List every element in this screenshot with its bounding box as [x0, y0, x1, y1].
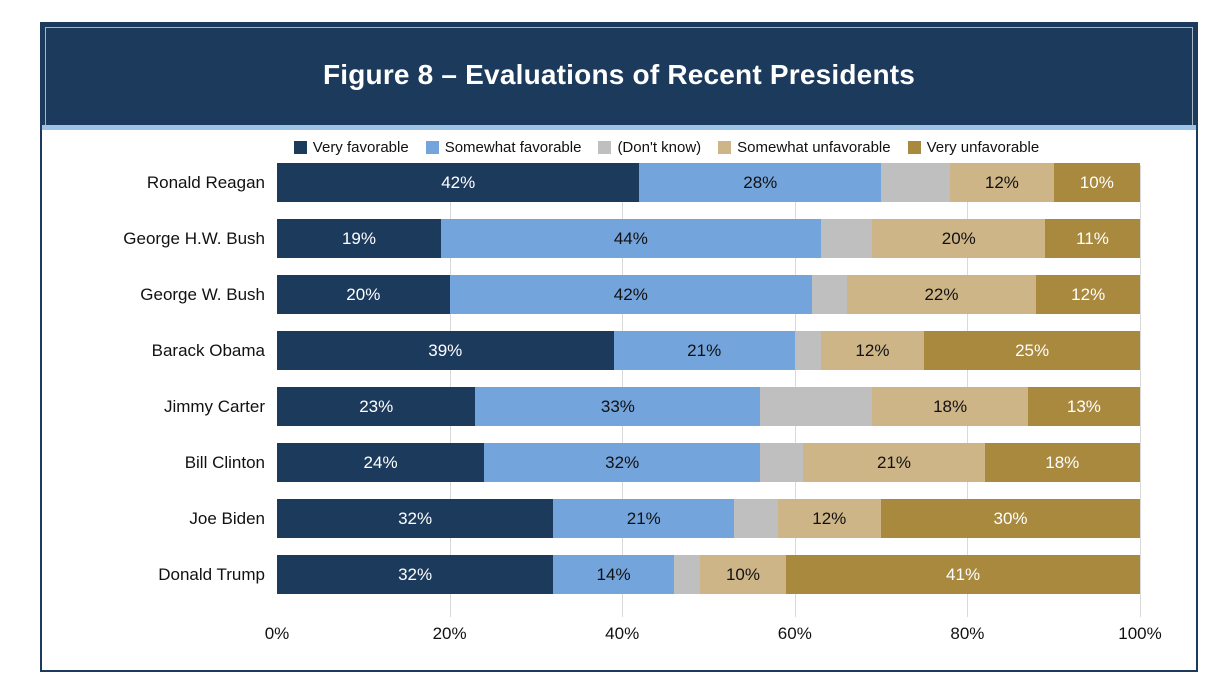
bar-segment-don-t-know [760, 443, 803, 482]
legend-item-don-t-know [598, 139, 701, 156]
bar-segment-somewhat-unfavorable [950, 163, 1054, 202]
bar-track [277, 219, 1140, 258]
bar-segment-very-unfavorable [881, 499, 1140, 538]
legend-label: Very unfavorable [926, 139, 1040, 156]
bar-segment-somewhat-favorable [475, 387, 760, 426]
bar-segment-very-unfavorable [786, 555, 1140, 594]
bar-segment-somewhat-unfavorable [872, 387, 1027, 426]
bar-segment-very-unfavorable [1028, 387, 1140, 426]
segment-value-label: 32% [398, 564, 433, 584]
segment-value-label: 14% [596, 564, 631, 584]
category-label: Bill Clinton [184, 452, 265, 472]
bar-segment-somewhat-unfavorable [778, 499, 882, 538]
segment-value-label: 41% [946, 564, 981, 584]
x-axis-tick-label: 80% [950, 624, 985, 643]
segment-value-label: 21% [626, 508, 661, 528]
bar-segment-somewhat-favorable [484, 443, 760, 482]
figure-header [42, 24, 1196, 125]
bar-segment-very-unfavorable [985, 443, 1140, 482]
bar-segment-somewhat-unfavorable [803, 443, 984, 482]
bar-segment-don-t-know [760, 387, 872, 426]
bar-segment-very-favorable [277, 331, 614, 370]
bar-track [277, 163, 1140, 202]
bar-segment-very-favorable [277, 555, 553, 594]
legend-swatch-very-unfavorable [908, 141, 921, 154]
segment-value-label: 39% [428, 340, 463, 360]
bar-segment-somewhat-favorable [441, 219, 821, 258]
bar-segment-somewhat-favorable [614, 331, 795, 370]
bar-row [42, 331, 1196, 370]
bar-segment-somewhat-unfavorable [847, 275, 1037, 314]
bar-row [42, 219, 1196, 258]
legend-swatch-somewhat-favorable [426, 141, 439, 154]
x-axis-tick-label: 60% [777, 624, 812, 643]
bar-row [42, 443, 1196, 482]
legend-swatch-somewhat-unfavorable [718, 141, 731, 154]
segment-value-label: 10% [1079, 172, 1114, 192]
bar-segment-don-t-know [812, 275, 847, 314]
x-axis-tick-label: 20% [432, 624, 467, 643]
legend-swatch-don-t-know [598, 141, 611, 154]
x-axis-tick-label: 0% [264, 624, 290, 643]
bar-row [42, 163, 1196, 202]
segment-value-label: 18% [933, 396, 968, 416]
bar-segment-somewhat-favorable [553, 555, 674, 594]
category-label: Barack Obama [151, 340, 265, 360]
category-label: Donald Trump [158, 564, 265, 584]
bar-track [277, 387, 1140, 426]
segment-value-label: 12% [855, 340, 890, 360]
bar-segment-somewhat-unfavorable [821, 331, 925, 370]
bar-segment-don-t-know [881, 163, 950, 202]
segment-value-label: 22% [924, 284, 959, 304]
category-label: Jimmy Carter [163, 396, 265, 416]
bar-track [277, 555, 1140, 594]
bar-rows [42, 163, 1196, 594]
segment-value-label: 33% [600, 396, 635, 416]
figure-panel [40, 22, 1198, 672]
legend-item-very-favorable [294, 139, 409, 156]
bar-track [277, 499, 1140, 538]
legend-label: Somewhat favorable [444, 139, 582, 156]
legend-label: Somewhat unfavorable [737, 139, 891, 156]
segment-value-label: 25% [1015, 340, 1050, 360]
bar-segment-don-t-know [674, 555, 700, 594]
segment-value-label: 21% [877, 452, 912, 472]
segment-value-label: 10% [725, 564, 760, 584]
bar-segment-very-favorable [277, 219, 441, 258]
bar-row [42, 387, 1196, 426]
bar-segment-don-t-know [821, 219, 873, 258]
segment-value-label: 13% [1066, 396, 1101, 416]
bar-segment-somewhat-favorable [639, 163, 881, 202]
bar-segment-very-favorable [277, 275, 450, 314]
chart-area [42, 163, 1196, 646]
segment-value-label: 44% [613, 228, 648, 248]
bar-track [277, 275, 1140, 314]
segment-value-label: 18% [1045, 452, 1080, 472]
segment-value-label: 12% [984, 172, 1019, 192]
category-label: Joe Biden [189, 508, 265, 528]
segment-value-label: 42% [441, 172, 476, 192]
segment-value-label: 23% [359, 396, 394, 416]
bar-segment-very-unfavorable [1045, 219, 1140, 258]
category-label: Ronald Reagan [146, 172, 265, 192]
bar-segment-somewhat-favorable [553, 499, 734, 538]
bar-track [277, 331, 1140, 370]
bar-segment-very-favorable [277, 499, 553, 538]
bar-segment-somewhat-unfavorable [700, 555, 786, 594]
bar-segment-very-favorable [277, 443, 484, 482]
bar-track [277, 443, 1140, 482]
segment-value-label: 19% [341, 228, 376, 248]
legend-swatch-very-favorable [294, 141, 307, 154]
legend-item-somewhat-favorable [426, 139, 582, 156]
legend-item-very-unfavorable [908, 139, 1040, 156]
segment-value-label: 30% [993, 508, 1028, 528]
segment-value-label: 12% [1071, 284, 1106, 304]
legend-label: Very favorable [312, 139, 409, 156]
category-label: George W. Bush [140, 284, 265, 304]
bar-segment-very-unfavorable [924, 331, 1140, 370]
bar-segment-somewhat-favorable [450, 275, 812, 314]
segment-value-label: 24% [363, 452, 398, 472]
bar-segment-very-favorable [277, 387, 475, 426]
bar-segment-don-t-know [795, 331, 821, 370]
segment-value-label: 12% [812, 508, 847, 528]
bar-segment-don-t-know [734, 499, 777, 538]
legend-label: (Don't know) [617, 139, 702, 156]
segment-value-label: 20% [346, 284, 381, 304]
segment-value-label: 21% [687, 340, 722, 360]
segment-value-label: 20% [941, 228, 976, 248]
category-label: George H.W. Bush [123, 228, 265, 248]
segment-value-label: 11% [1076, 228, 1109, 248]
segment-value-label: 42% [613, 284, 648, 304]
bar-row [42, 555, 1196, 594]
bar-row [42, 499, 1196, 538]
bar-row [42, 275, 1196, 314]
bar-segment-very-unfavorable [1054, 163, 1140, 202]
segment-value-label: 32% [398, 508, 433, 528]
segment-value-label: 32% [605, 452, 640, 472]
x-axis-tick-label: 100% [1118, 624, 1162, 643]
x-axis-tick-label: 40% [605, 624, 640, 643]
bar-segment-very-favorable [277, 163, 639, 202]
x-axis [264, 624, 1162, 646]
bar-segment-very-unfavorable [1036, 275, 1140, 314]
bar-segment-somewhat-unfavorable [872, 219, 1045, 258]
legend-item-somewhat-unfavorable [718, 139, 890, 156]
figure-title: Figure 8 – Evaluations of Recent Presidents [322, 58, 916, 90]
legend [42, 130, 1196, 160]
segment-value-label: 28% [743, 172, 778, 192]
